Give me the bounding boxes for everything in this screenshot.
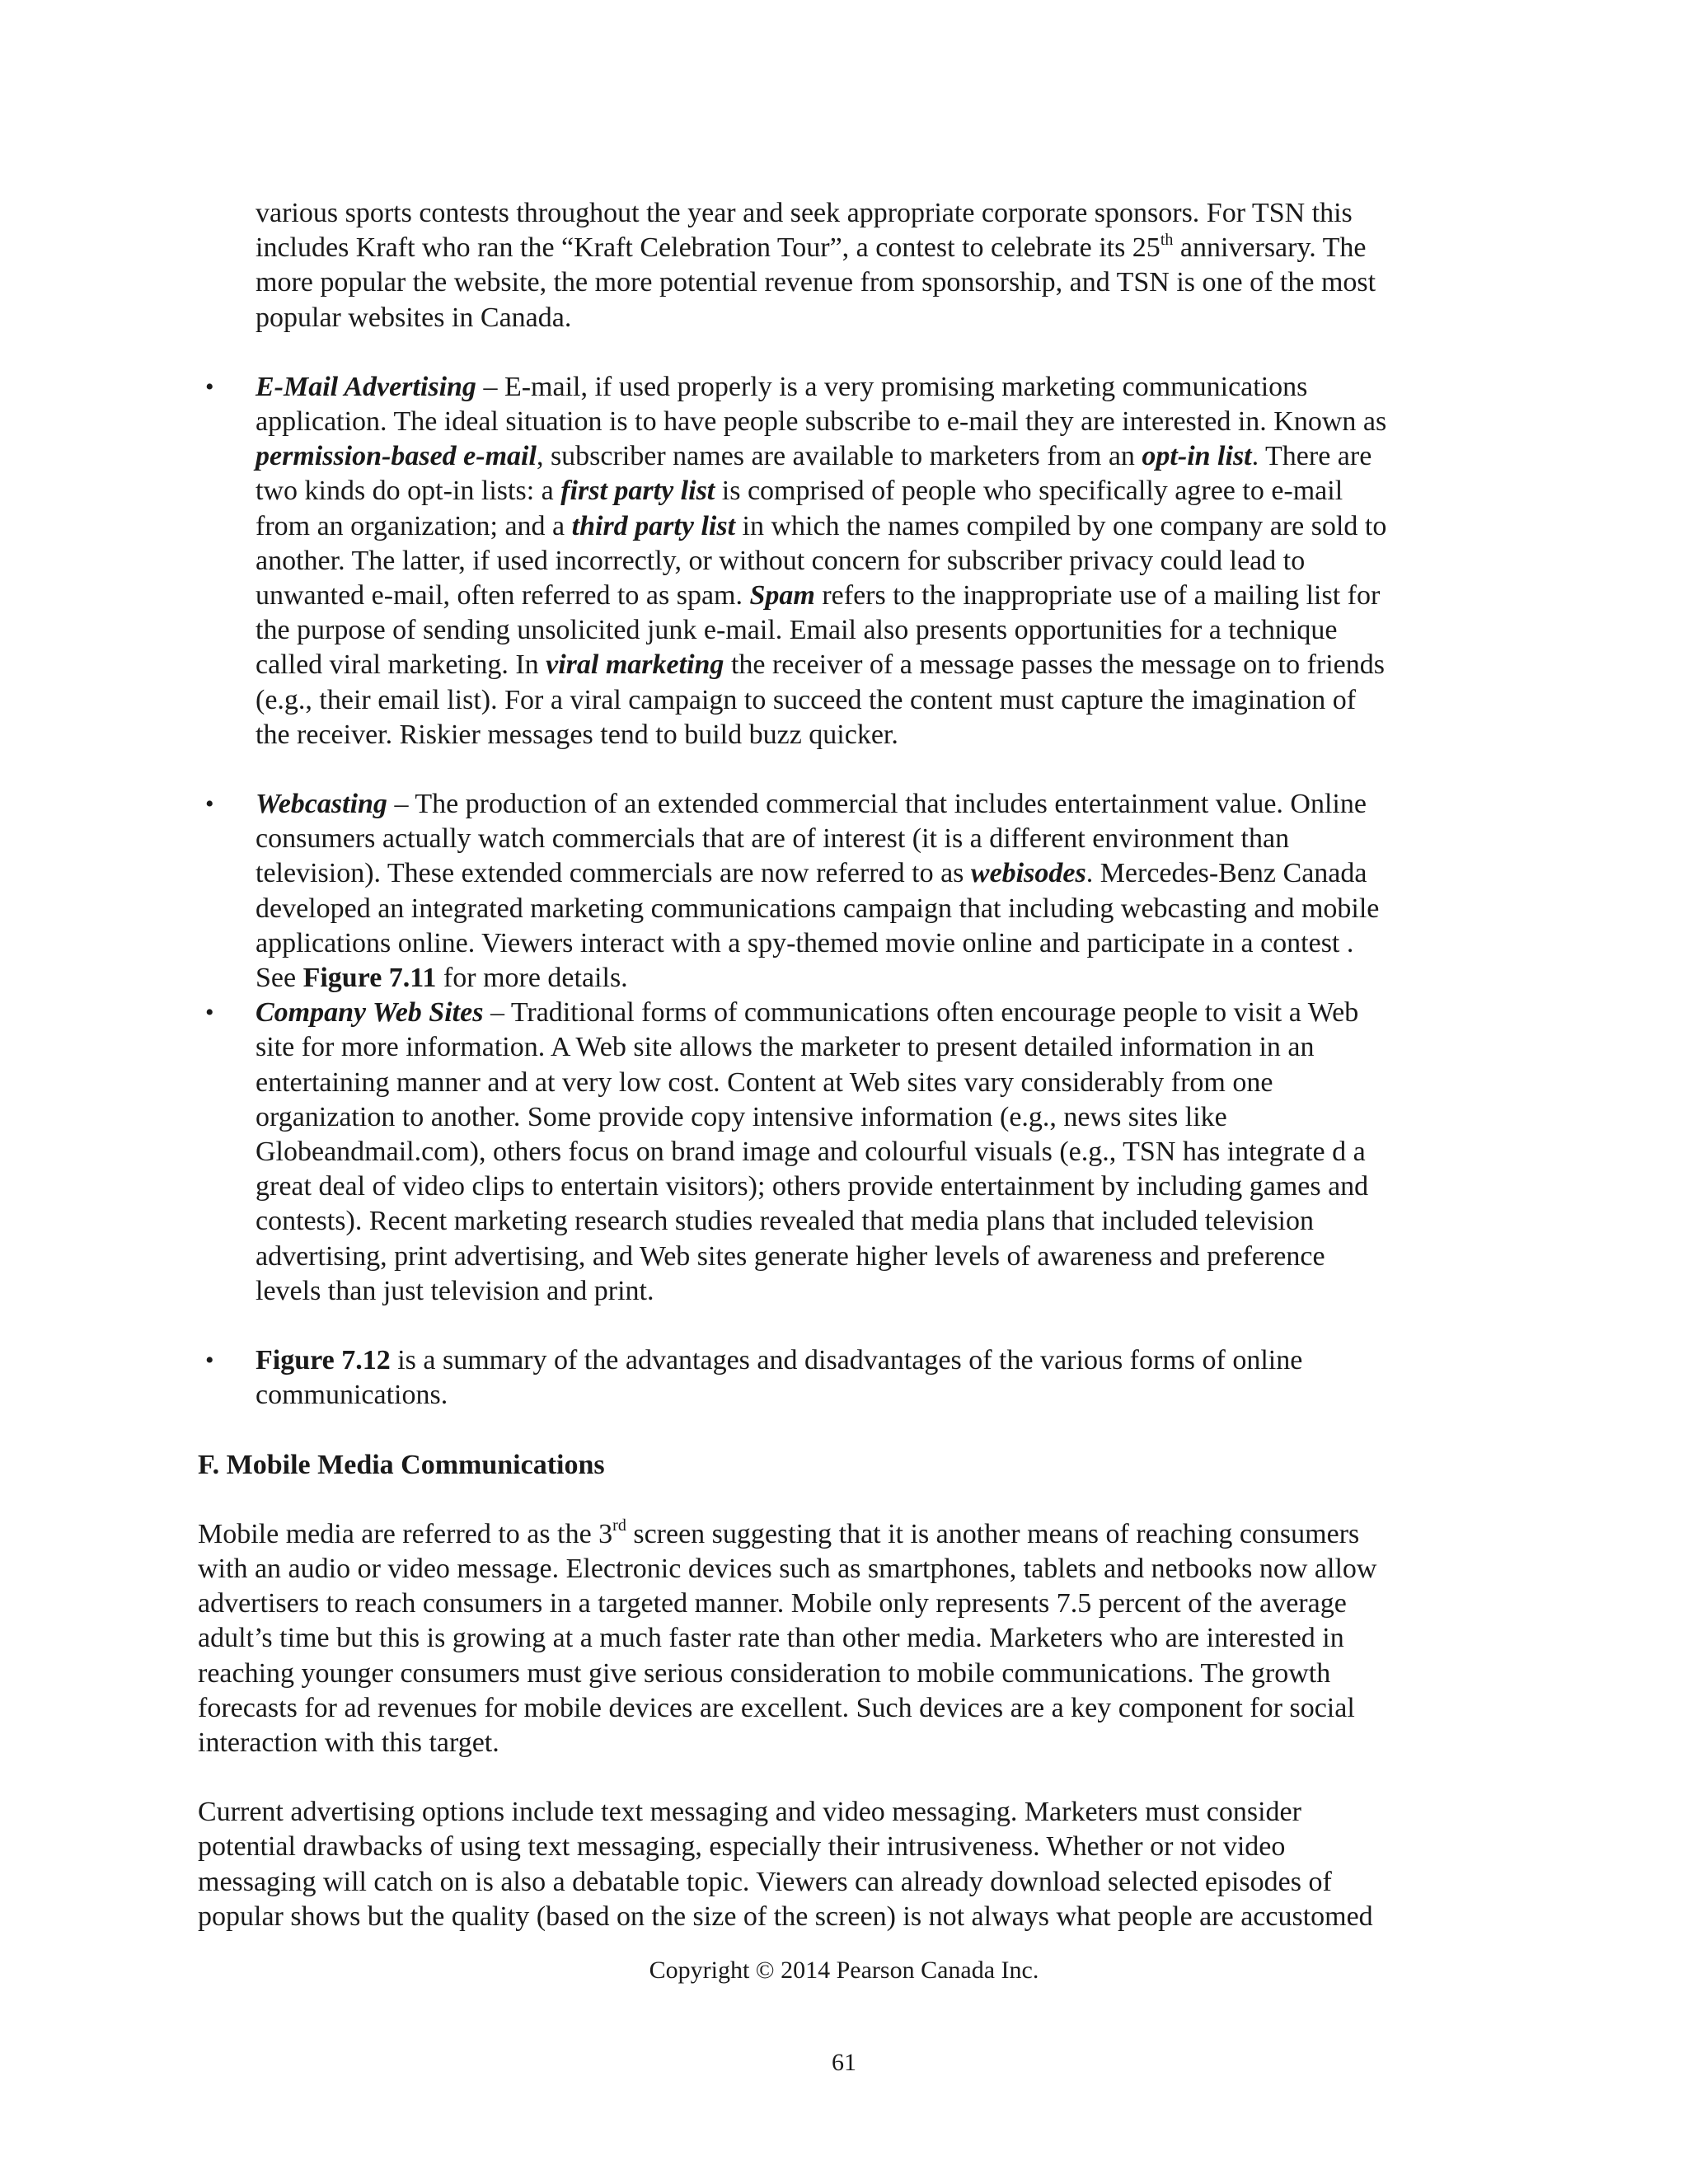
bullet-icon: •	[205, 999, 214, 1027]
bullet-webcasting: • Webcasting – The production of an extended commercial that includes entertainment value. Online consumers actually watch commercials that are of interest (it is a different environment than television). These extended commercials are now referred to as webisodes. Mercedes-Benz Canada developed an integrated marketing communications campaign that including webcasting and mobile applications online. Viewers interact with a spy-themed movie online and participate in a contest . See Figure 7.11 for more details.	[205, 789, 1380, 994]
bullet-company-web-sites: • Company Web Sites – Traditional forms of communications often encourage people to visit a Web site for more information. A Web site allows the marketer to present detailed information in an entertaining manner and at very low cost. Content at Web sites vary considerably from one organization to another. Some provide copy intensive information (e.g., news sites like Globeandmail.com), others focus on brand image and colourful visuals (e.g., TSN has integrate d a great deal of video clips to entertain visitors); others provide entertainment by including games and contests). Recent marketing research studies revealed that media plans that included television advertising, print advertising, and Web sites generate higher levels of awareness and preference levels than just television and print.	[205, 997, 1369, 1306]
text-line: popular websites in Canada.	[256, 302, 572, 333]
bullet-icon: •	[205, 1347, 214, 1375]
page-content	[198, 196, 1484, 1934]
text-line: various sports contests throughout the year and seek appropriate corporate sponsors. For TSN this	[256, 198, 1353, 228]
term-company-web-sites: Company Web Sites	[256, 997, 484, 1029]
bullet-icon: •	[205, 373, 214, 401]
copyright-footer: Copyright © 2014 Pearson Canada Inc.	[649, 1957, 1039, 1984]
section-heading: F. Mobile Media Communications	[198, 1449, 605, 1480]
text-line: more popular the website, the more potential revenue from sponsorship, and TSN is one of the most	[256, 267, 1376, 298]
mobile-paragraph-1: Mobile media are referred to as the 3rd screen suggesting that it is another means of reaching consumers with an audio or video message. Electronic devices such as smartphones, tablets and netbooks now allow advertisers to reach consumers in a targeted manner. Mobile only represents 7.5 percent of the average adult’s time but this is growing at a much faster rate than other media. Marketers who are interested in reaching younger consumers must give serious consideration to mobile communications. The growth forecasts for ad revenues for mobile devices are excellent. Such devices are a key component for social interaction with this target.	[198, 1516, 1377, 1758]
term-webisodes: webisodes	[970, 858, 1086, 889]
bullet-email-advertising: • E-Mail Advertising – E-mail, if used properly is a very promising marketing communications application. The ideal situation is to have people subscribe to e-mail they are interested in. Known as permission-based e-mail, subscriber names are available to marketers from an opt-in list. There are two kinds do opt-in lists: a first party list is comprised of people who specifically agree to e-mail from an organization; and a third party list in which the names compiled by one company are sold to another. The latter, if used incorrectly, or without concern for subscriber privacy could lead to unwanted e-mail, often referred to as spam. Spam refers to the inappropriate use of a mailing list for the purpose of sending unsolicited junk e-mail. Email also presents opportunities for a technique called viral marketing. In viral marketing the receiver of a message passes the message on to friends (e.g., their email list). For a viral campaign to succeed the content must capture the imagination of the receiver. Riskier messages tend to build buzz quicker.	[205, 371, 1387, 750]
text-line: includes Kraft who ran the “Kraft Celebration Tour”, a contest to celebrate its 25th anniversary. The	[256, 230, 1367, 264]
bullet-figure-summary: • Figure 7.12 is a summary of the advantages and disadvantages of the various forms of online communications.	[205, 1345, 1303, 1411]
page-number: 61	[832, 2049, 856, 2076]
term-spam: Spam	[749, 580, 815, 612]
term-opt-in-list: opt-in list	[1142, 441, 1252, 472]
mobile-paragraph-2: Current advertising options include text messaging and video messaging. Marketers must consider potential drawbacks of using text messaging, especially their intrusiveness. Whether or not video messaging will catch on is also a debatable topic. Viewers can already download selected episodes of popular shows but the quality (based on the size of the screen) is not always what people are accustomed	[198, 1797, 1373, 1932]
figure-reference-7-12: Figure 7.12	[256, 1345, 391, 1376]
term-email-advertising: E-Mail Advertising	[256, 371, 476, 402]
term-webcasting: Webcasting	[256, 789, 387, 820]
figure-reference-7-11: Figure 7.11	[302, 963, 437, 994]
bullet-icon: •	[205, 790, 214, 818]
term-permission-based-email: permission-based e-mail	[256, 441, 537, 472]
intro-paragraph	[198, 196, 1484, 335]
term-viral-marketing: viral marketing	[546, 649, 724, 681]
term-first-party-list: first party list	[560, 476, 715, 507]
term-third-party-list: third party list	[571, 510, 736, 541]
